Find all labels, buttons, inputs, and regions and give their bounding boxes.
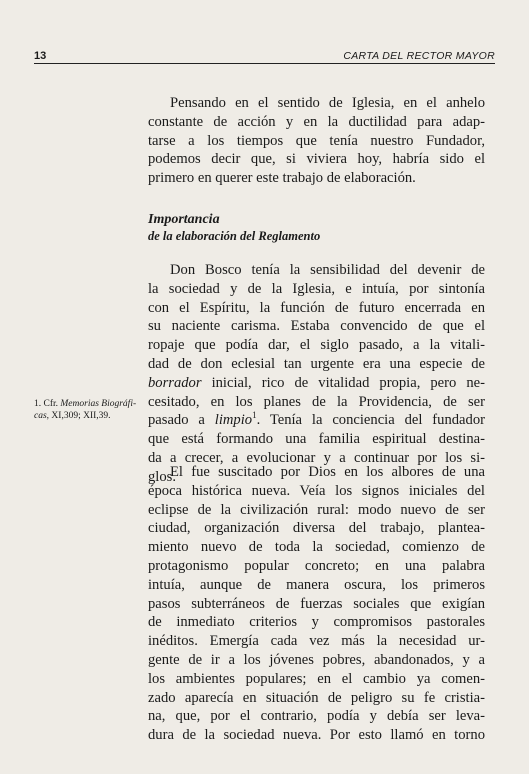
footnote bbox=[34, 398, 146, 422]
section-heading bbox=[148, 212, 320, 244]
text-line: época histórica nueva. Veía los signos iniciales del bbox=[148, 482, 485, 499]
section-subtitle: de la elaboración del Reglamento bbox=[148, 229, 321, 243]
header-rule bbox=[34, 63, 495, 64]
footnote-reference: XI,309; XII,39. bbox=[49, 411, 111, 421]
text-line bbox=[148, 374, 485, 393]
text-line: con el Espíritu, la función de futuro encerrada en bbox=[148, 299, 485, 316]
text-line: podemos decir que, si viviera hoy, habría sido el bbox=[148, 151, 485, 168]
text-line: los ambientes populares; en el cambio ya comen- bbox=[148, 670, 485, 687]
page-number: 13 bbox=[34, 50, 47, 62]
text-line: protagonismo popular concreto; en una palabra bbox=[148, 557, 485, 574]
text-line bbox=[148, 411, 485, 430]
text-line: El fue suscitado por Dios en los albores de una bbox=[170, 464, 485, 480]
italic-word: borrador bbox=[148, 374, 202, 391]
text-line: primero en querer este trabajo de elaboración. bbox=[148, 170, 416, 187]
italic-word: limpio bbox=[214, 412, 253, 429]
text-line: tarse a los tiempos que tenía nuestro Fundador, bbox=[148, 132, 485, 149]
text-line: inéditos. Emergía cada vez más la necesidad ur- bbox=[148, 633, 485, 650]
text-line: cesitado, en los planes de la Providencia, de ser bbox=[148, 393, 485, 410]
text-line: constante de acción y en la ductilidad para adap- bbox=[148, 113, 485, 130]
text-line: da a crecer, a evolucionar y a continuar por los si- bbox=[148, 449, 485, 466]
text-line: intuía, aunque de manera oscura, los primeros bbox=[148, 576, 485, 593]
paragraph-3 bbox=[148, 463, 485, 745]
text-line: eclipse de la civilización rural: modo nuevo de ser bbox=[148, 501, 485, 518]
text-line: Pensando en el sentido de Iglesia, en el anhelo bbox=[170, 95, 485, 111]
text-line: que está formando una familia espiritual destina- bbox=[148, 431, 485, 448]
text-line: zado aparecía en situación de peligro su fe cristia- bbox=[148, 689, 485, 706]
text-line: ciudad, organización diversa del trabajo, plantea- bbox=[148, 520, 485, 537]
text-line: gente de ir a los jóvenes pobres, abandonados, y a bbox=[148, 651, 485, 668]
text-line: dura de la sociedad nueva. Por esto llamó en torno bbox=[148, 727, 485, 744]
paragraph-2 bbox=[148, 261, 485, 487]
text-line: glos. bbox=[148, 468, 176, 485]
text-line: de inmediato criterios y compromisos pastorales bbox=[148, 614, 485, 631]
text-line: su naciente carisma. Estaba convencido de que el bbox=[148, 318, 485, 335]
text-line: na, que, por el contrario, podía y debía ser leva- bbox=[148, 708, 485, 725]
section-title: Importancia bbox=[148, 212, 220, 227]
text-fragment: inicial, rico de vitalidad propia, pero ne- bbox=[201, 374, 485, 391]
text-line: la sociedad y de la Iglesia, e intuía, por sintonía bbox=[148, 280, 485, 297]
running-title: CARTA DEL RECTOR MAYOR bbox=[343, 50, 495, 62]
text-fragment: pasado a bbox=[148, 412, 215, 429]
text-line: Don Bosco tenía la sensibilidad del devenir de bbox=[170, 262, 485, 278]
text-line: ropaje que podía dar, el siglo pasado, a la vitali- bbox=[148, 337, 485, 354]
footnote-number: 1. Cfr. bbox=[34, 399, 61, 409]
footnote-source-title: Memorias Biográfi-cas, bbox=[34, 399, 137, 421]
text-line: miento nuevo de toda la sociedad, comienzo de bbox=[148, 539, 485, 556]
text-fragment: . Tenía la conciencia del fundador bbox=[256, 412, 485, 429]
text-line: pasos subterráneos de fuerzas sociales que exigían bbox=[148, 595, 485, 612]
paragraph-1 bbox=[148, 94, 485, 188]
footnote-marker: 1 bbox=[252, 410, 257, 421]
text-line: dad de don eclesial tan urgente era una especie de bbox=[148, 355, 485, 372]
